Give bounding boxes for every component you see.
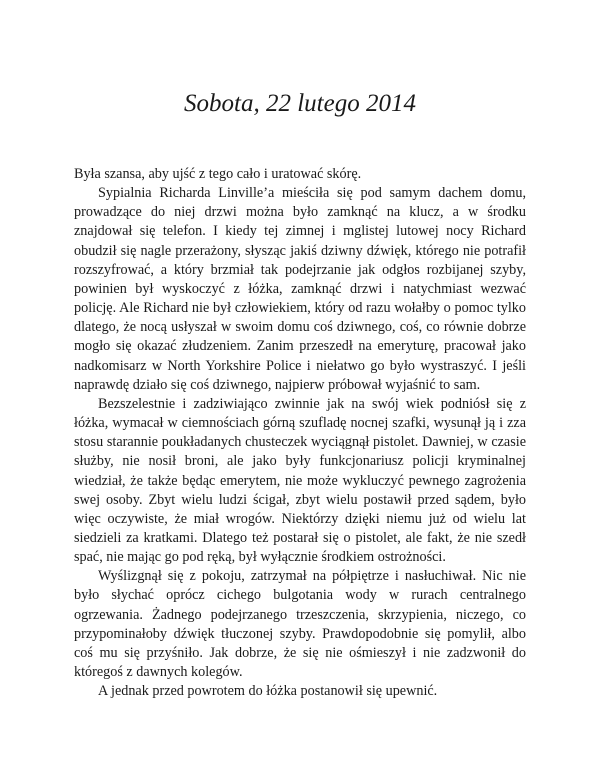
paragraph: Była szansa, aby ujść z tego cało i uratować skórę. — [74, 166, 362, 182]
paragraph: Bezszelestnie i zadziwiająco zwinnie jak na swój wiek podniósł się z łóżka, wymacał w ciemnościach górną szufladę nocnej szafki, wysunął ją i zza stosu starannie poukładanych chusteczek wyciągnął pistolet. Dawniej, w czasie służby, nie nosił broni, ale jako były funkcjonariusz policji kryminalnej wiedział, że także będąc emerytem, nie może wykluczyć pewnego zagrożenia swej osoby. Zbyt wielu ludzi ścigał, zbyt wielu postawił przed sądem, było więc oczywiste, że miał wrogów. Niektórzy dzięki niemu już od wielu lat siedzieli za kratkami. Dlatego też postarał się o pistolet, ale fakt, że nie szedł spać, nie mając go pod ręką, był wyłącznie środkiem ostrożności. — [74, 395, 526, 566]
chapter-title: Sobota, 22 lutego 2014 — [184, 90, 416, 117]
paragraph: Sypialnia Richarda Linville’a mieściła się pod samym dachem domu, prowadzące do niej drzwi można było zamknąć na klucz, a w środku znajdował się telefon. I kiedy tej zimnej i mglistej lutowej nocy Richard obudził się nagle przerażony, słysząc jakiś dziwny dźwięk, którego nie potrafił rozszyfrować, a który brzmiał tak podejrzanie jak odgłos rozbijanej szyby, powinien był wyskoczyć z łóżka, zamknąć drzwi i natychmiast wezwać policję. Ale Richard nie był człowiekiem, który od razu wołałby o pomoc tylko dlatego, że nocą usłyszał w swoim domu coś dziwnego, coś, co równie dobrze mogło się okazać złudzeniem. Zanim przeszedł na emeryturę, pracował jako nadkomisarz w North Yorkshire Police i niełatwo go było wystraszyć. I jeśli naprawdę działo się coś dziwnego, najpierw próbował wyjaśnić to sam. — [74, 185, 526, 393]
paragraph: A jednak przed powrotem do łóżka postanowił się upewnić. — [98, 683, 438, 700]
chapter-body — [74, 165, 526, 701]
paragraph: Wyślizgnął się z pokoju, zatrzymał na półpiętrze i nasłuchiwał. Nic nie było słychać oprócz cichego bulgotania wody w rurach centralnego ogrzewania. Żadnego podejrzanego trzeszczenia, skrzypienia, niczego, co przypominałoby dźwięk tłuczonej szyby. Prawdopodobnie się pomylił, albo coś mu się przyśniło. Jak dobrze, że się nie ośmieszył i nie zadzwonił do któregoś z dawnych kolegów. — [74, 568, 526, 681]
